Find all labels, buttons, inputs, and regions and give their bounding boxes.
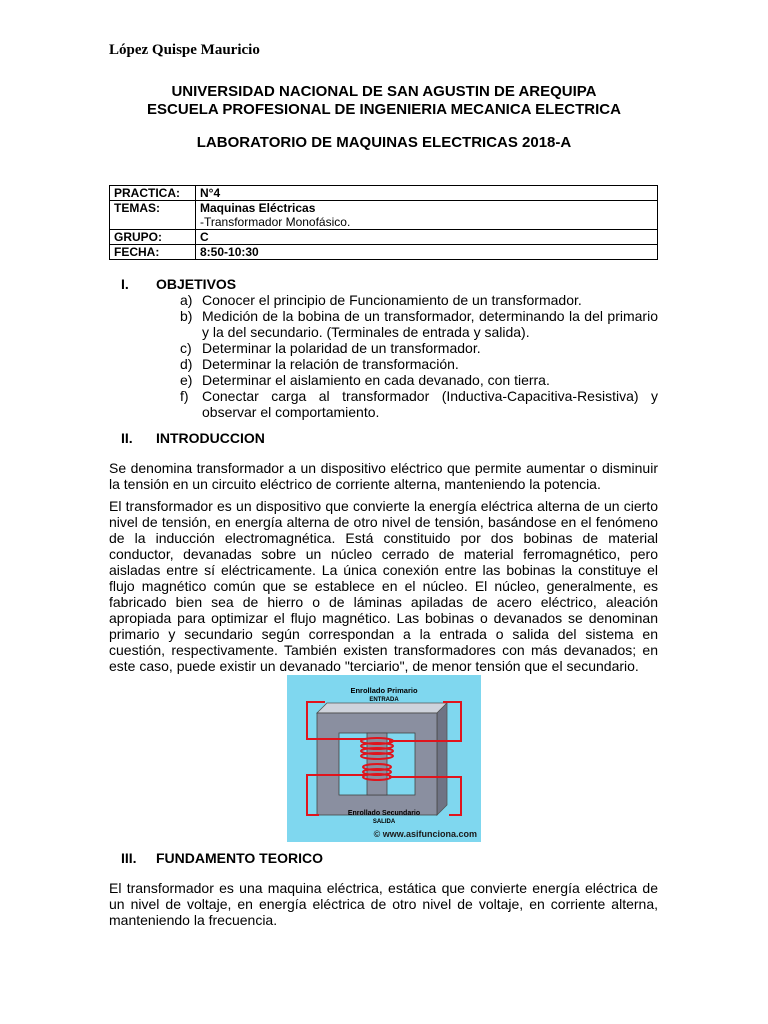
list-item-line: observar el comportamiento. (202, 404, 380, 420)
practice-info-table (109, 185, 658, 260)
secondary-label: Enrollado Secundario (347, 810, 421, 817)
table-row (110, 245, 658, 260)
table-row (110, 230, 658, 245)
intro-paragraph-1: Se denomina transformador a un dispositivo eléctrico que permite aumentar o disminuir la tensión en un circuito eléctrico de corriente alterna, manteniendo la potencia. (109, 460, 658, 492)
section-introduccion-heading (121, 430, 265, 446)
fecha-value: 8:50-10:30 (196, 245, 658, 260)
temas-sub: -Transformador Monofásico. (200, 215, 351, 229)
fundamento-paragraph-1: El transformador es una maquina eléctrica, estática que convierte energía eléctrica de un nivel de voltaje, en energía eléctrica de otro nivel de voltaje, en corriente alterna, manteniendo la frecuencia. (109, 880, 658, 928)
table-row (110, 201, 658, 230)
section-number: III. (121, 850, 137, 866)
grupo-value: C (196, 230, 658, 245)
section-title: FUNDAMENTO TEORICO (156, 850, 323, 866)
primary-sub: ENTRADA (369, 697, 399, 703)
grupo-label: GRUPO: (110, 230, 196, 245)
practica-value: N°4 (196, 186, 658, 201)
list-item-text: Conocer el principio de Funcionamiento de un transformador. (202, 292, 582, 308)
transformer-illustration (287, 675, 481, 842)
list-item-label: d) (180, 356, 193, 372)
lab-title: LABORATORIO DE MAQUINAS ELECTRICAS 2018-A (196, 134, 572, 151)
core-side (437, 703, 447, 815)
list-item-text: Determinar la relación de transformación. (202, 356, 459, 372)
list-item (180, 340, 658, 356)
school-title: ESCUELA PROFESIONAL DE INGENIERIA MECANICA ELECTRICA (147, 101, 621, 118)
secondary-sub: SALIDA (372, 819, 396, 825)
list-item (180, 356, 658, 372)
objectives-list (180, 292, 658, 420)
section-number: II. (121, 430, 133, 446)
practica-label: PRACTICA: (110, 186, 196, 201)
list-item-line: Conectar carga al transformador (Inductiva-Capacitiva-Resistiva) y (202, 388, 658, 404)
university-title: UNIVERSIDAD NACIONAL DE SAN AGUSTIN DE AREQUIPA (171, 83, 597, 100)
list-item-text: Determinar el aislamiento en cada devanado, con tierra. (202, 372, 550, 388)
list-item-label: e) (180, 372, 193, 388)
fecha-label: FECHA: (110, 245, 196, 260)
list-item (180, 388, 658, 420)
list-item-line: y la del secundario. (Terminales de entrada y salida). (202, 324, 530, 340)
list-item (180, 372, 658, 388)
section-fundamento-heading (121, 850, 323, 866)
list-item-text (202, 308, 658, 340)
list-item-label: a) (180, 292, 193, 308)
list-item (180, 292, 658, 308)
list-item-label: b) (180, 308, 193, 324)
temas-cell (196, 201, 658, 230)
list-item-text: Determinar la polaridad de un transformador. (202, 340, 481, 356)
section-title: INTRODUCCION (156, 430, 265, 446)
intro-paragraph-2: El transformador es un dispositivo que convierte la energía eléctrica alterna de un cierto nivel de tensión, en energía alterna de otro nivel de tensión, basándose en el fenómeno de la inducción electromagnética. Está constituido por dos bobinas de material conductor, devanadas sobre un núcleo cerrado de material ferromagnético, pero aisladas entre sí eléctricamente. La única conexión entre las bobinas la constituye el flujo magnético común que se establece en el núcleo. El núcleo, generalmente, es fabricado bien sea de hierro o de láminas apiladas de acero eléctrico, aleación apropiada para optimizar el flujo magnético. Las bobinas o devanados se denominan primario y secundario según correspondan a la entrada o salida del sistema en cuestión, respectivamente. También existen transformadores con más devanados; en este caso, puede existir un devanado "terciario", de menor tensión que el secundario. (109, 498, 658, 674)
author-name: López Quispe Mauricio (109, 42, 260, 58)
list-item-line: Medición de la bobina de un transformador, determinando la del primario (202, 308, 658, 324)
section-number: I. (121, 276, 129, 292)
temas-value: Maquinas Eléctricas (200, 201, 316, 215)
primary-label: Enrollado Primario (350, 686, 418, 695)
list-item-text (202, 388, 658, 420)
table-row (110, 186, 658, 201)
section-objetivos-heading (121, 276, 236, 292)
core-top (317, 703, 447, 713)
figure-credit: © www.asifunciona.com (373, 829, 477, 839)
list-item-label: c) (180, 340, 192, 356)
list-item-label: f) (180, 388, 189, 404)
list-item (180, 308, 658, 340)
transformer-figure (287, 675, 481, 842)
section-title: OBJETIVOS (156, 276, 237, 292)
temas-label: TEMAS: (110, 201, 196, 230)
